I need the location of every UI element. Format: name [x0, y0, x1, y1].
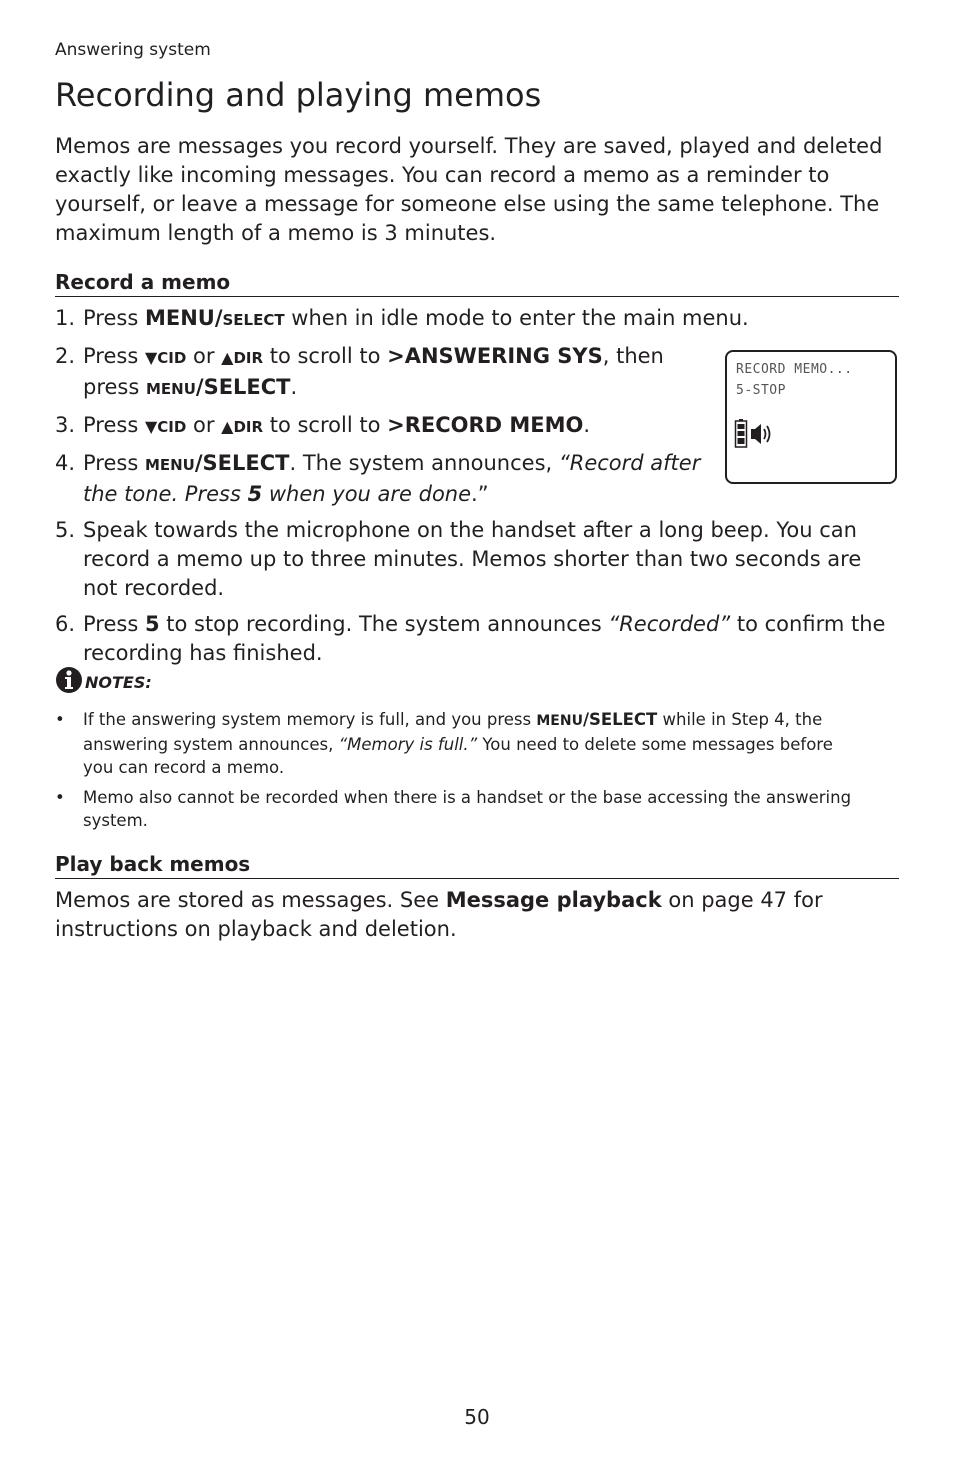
- up-arrow-icon: ▲: [221, 348, 234, 367]
- select-key-label: /SELECT: [194, 451, 290, 475]
- down-arrow-icon: ▼: [144, 417, 158, 436]
- up-arrow-icon: ▲: [221, 417, 234, 436]
- dir-key-label: DIR: [233, 349, 264, 367]
- page-number: 50: [464, 1405, 490, 1429]
- battery-icon: [736, 419, 747, 447]
- down-arrow-icon: ▼: [144, 348, 158, 367]
- key-5-label: 5: [144, 612, 160, 636]
- cid-key-label: CID: [157, 418, 187, 436]
- key-5-label: 5: [247, 482, 263, 506]
- cid-key-label: CID: [157, 349, 187, 367]
- menu-target: >RECORD MEMO: [387, 413, 584, 437]
- play-back-paragraph: Memos are stored as messages. See Message playback on page 47 for instructions on playback and deletion.: [55, 888, 823, 941]
- intro-paragraph: Memos are messages you record yourself. They are saved, played and deleted exactly like incoming messages. You can record a memo as a reminder to yourself, or leave a message for someone else using the same telephone. The maximum length of a memo is 3 minutes.: [55, 134, 883, 245]
- select-key-label: /SELECT: [195, 375, 291, 399]
- announcement-quote: “Memory is full.”: [338, 735, 478, 754]
- notes-header: [55, 666, 152, 694]
- note-item: • Memo also cannot be recorded when there is a handset or the base accessing the answering system.: [55, 788, 852, 830]
- speaker-icon: [751, 424, 770, 444]
- step-6: 6. Press 5 to stop recording. The system announces “Recorded” to confirm the recording has finished.: [55, 612, 886, 665]
- menu-key-label: MENU/: [144, 306, 223, 330]
- info-icon: [55, 666, 83, 694]
- dir-key-label: DIR: [233, 418, 264, 436]
- handset-screen: [725, 350, 897, 484]
- record-memo-heading: Record a memo: [55, 270, 899, 297]
- select-key-label: SELECT: [222, 311, 285, 329]
- step-1: 1. Press MENU/SELECT when in idle mode to enter the main menu.: [55, 306, 749, 330]
- screen-line-2: 5-STOP: [736, 383, 786, 398]
- notes-list: [55, 708, 865, 839]
- message-playback-reference: Message playback: [445, 888, 662, 912]
- note-item: • If the answering system memory is full, and you press MENU/SELECT while in Step 4, the answering system announces, “Memory is full.” You need to delete some messages before you can record a memo.: [55, 710, 833, 777]
- menu-target: >ANSWERING SYS: [387, 344, 603, 368]
- announcement-quote: “Record after the tone. Press: [83, 451, 701, 506]
- screen-line-1: RECORD MEMO...: [736, 362, 853, 377]
- step-5: 5. Speak towards the microphone on the handset after a long beep. You can record a memo up to three minutes. Memos shorter than two seconds are not recorded.: [55, 518, 862, 600]
- bullet: •: [55, 788, 65, 807]
- menu-key-label: MENU: [144, 456, 195, 474]
- menu-key-label: MENU: [145, 380, 196, 398]
- section-label: Answering system: [55, 40, 211, 60]
- step-3: 3. Press ▼CID or ▲DIR to scroll to >RECORD MEMO.: [55, 413, 591, 437]
- menu-key-label: MENU: [536, 713, 583, 729]
- screen-status-icons: [734, 419, 778, 453]
- step-2: 2. Press ▼CID or ▲DIR to scroll to >ANSWERING SYS, then press MENU/SELECT.: [55, 344, 664, 399]
- announcement-quote: “Recorded”: [608, 612, 731, 636]
- bullet: •: [55, 710, 65, 729]
- play-back-heading: Play back memos: [55, 852, 899, 879]
- step-4: 4. Press MENU/SELECT. The system announces, “Record after the tone. Press 5 when you are done.”: [55, 451, 701, 506]
- page-title: Recording and playing memos: [55, 76, 542, 114]
- select-key-label: /SELECT: [582, 710, 658, 729]
- notes-label: NOTES:: [85, 673, 152, 692]
